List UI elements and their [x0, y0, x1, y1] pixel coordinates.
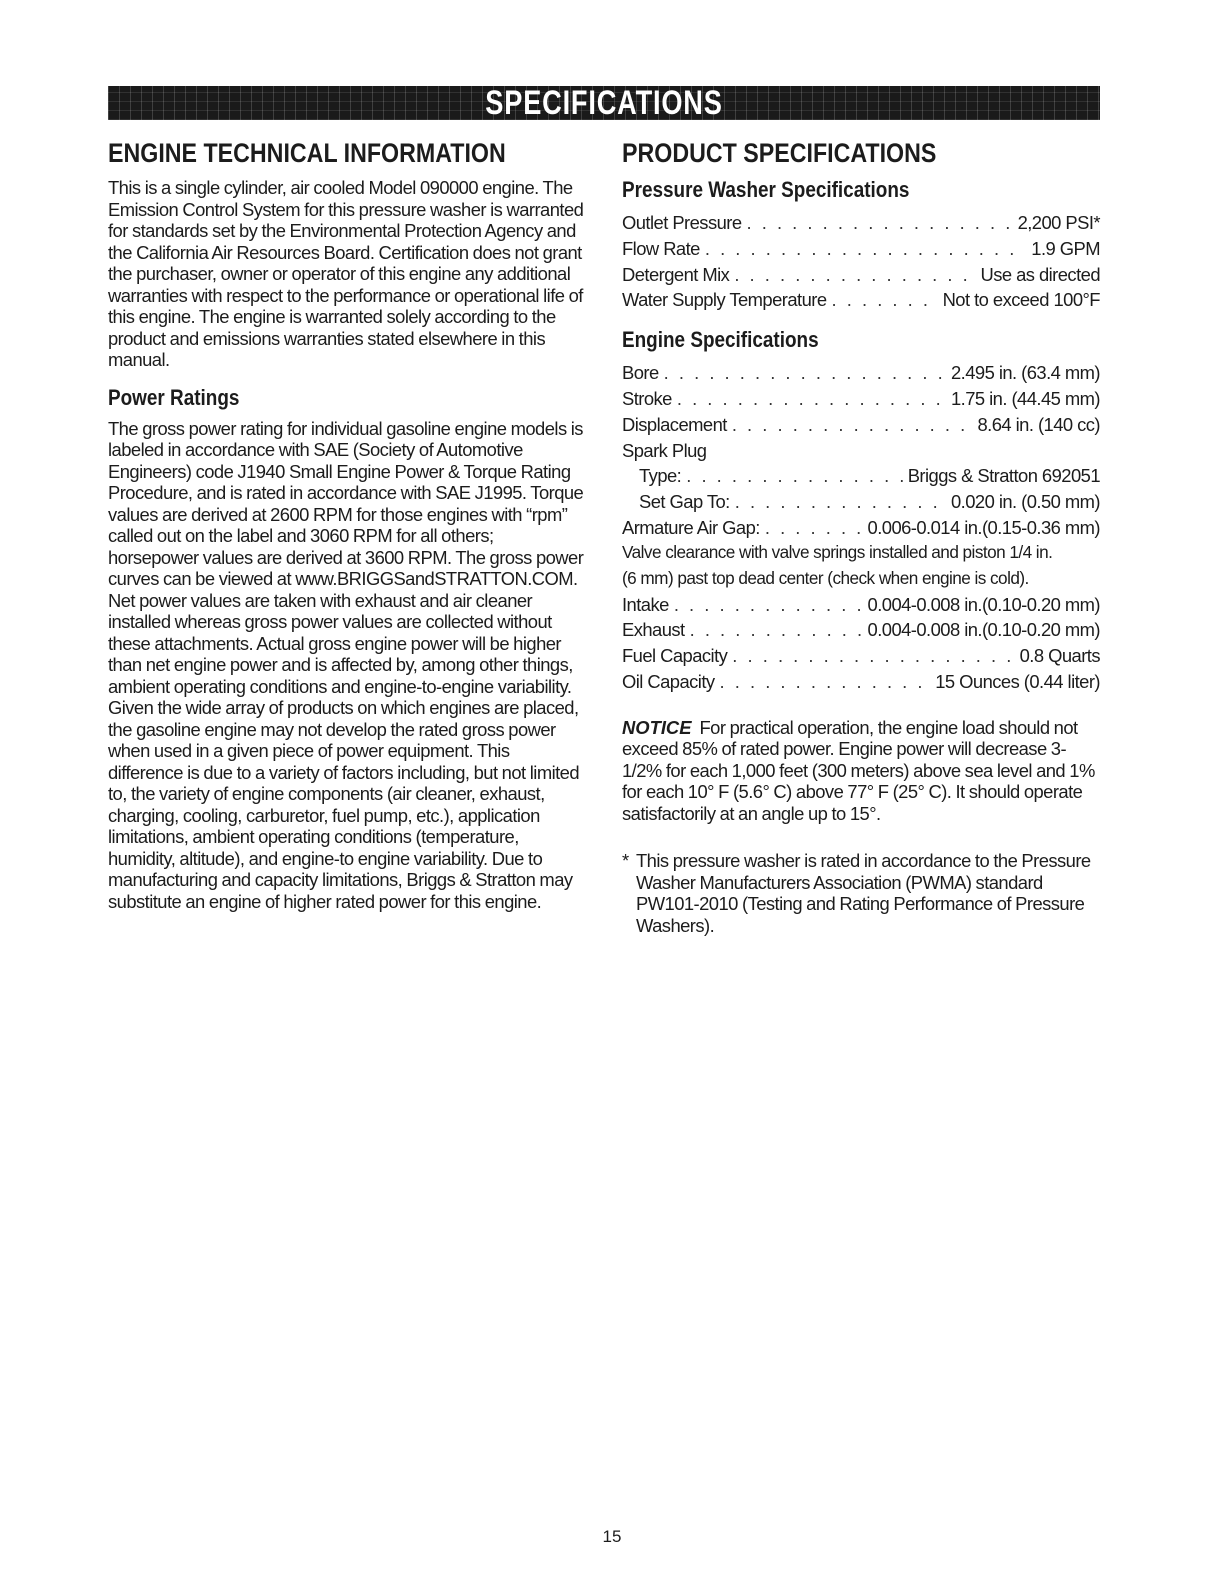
spec-row-displacement	[622, 412, 1100, 438]
dot-leader	[747, 210, 1013, 236]
dot-leader	[677, 386, 946, 412]
footnote-marker: *	[622, 850, 630, 872]
product-specifications-heading: PRODUCT SPECIFICATIONS	[622, 138, 937, 168]
spec-label: Intake	[622, 593, 669, 615]
pressure-washer-spec-list	[622, 210, 1100, 313]
spec-value: 1.75 in. (44.45 mm)	[950, 388, 1100, 410]
spec-label: Stroke	[622, 388, 672, 410]
power-ratings-heading: Power Ratings	[108, 384, 240, 410]
spec-label: Armature Air Gap:	[622, 516, 760, 538]
spec-label: Flow Rate	[622, 238, 700, 260]
spec-row-outlet-pressure	[622, 210, 1100, 236]
spec-value: 2,200 PSI*	[1017, 212, 1100, 234]
spec-label: Detergent Mix	[622, 263, 730, 285]
spec-value: 2.495 in. (63.4 mm)	[950, 362, 1100, 384]
dot-leader	[686, 463, 902, 489]
spec-label: Outlet Pressure	[622, 212, 742, 234]
right-column	[622, 138, 1100, 936]
dot-leader	[720, 669, 931, 695]
banner-title: SPECIFICATIONS	[485, 84, 723, 122]
footnote-text: This pressure washer is rated in accordance to the Pressure Washer Manufacturers Association (PWMA) standard PW101-2010 (Testing and Rating Performance of Pressure Washers).	[636, 850, 1091, 936]
spec-row-water-supply-temperature	[622, 287, 1100, 313]
spec-value: 0.006-0.014 in.(0.15-0.36 mm)	[867, 516, 1100, 538]
engine-spec-list	[622, 360, 1100, 694]
engine-technical-information-paragraph: This is a single cylinder, air cooled Model 090000 engine. The Emission Control System for this pressure washer is warranted for standards set by the Environmental Protection Agency and the California Air Resources Board. Certification does not grant the purchaser, owner or operator of this engine any additional warranties with respect to the performance or operational life of this engine. The engine is warranted solely according to the product and emissions warranties stated elsewhere in this manual.	[108, 177, 584, 371]
valve-clearance-note-line-1: Valve clearance with valve springs installed and piston 1/4 in.	[622, 542, 1053, 563]
specifications-banner	[108, 86, 1100, 120]
spec-label: Oil Capacity	[622, 670, 715, 692]
pressure-washer-specifications-heading: Pressure Washer Specifications	[622, 177, 910, 203]
left-column	[108, 138, 586, 912]
spec-value: 0.8 Quarts	[1019, 645, 1100, 667]
spec-label: Bore	[622, 362, 659, 384]
spec-value: Not to exceed 100°F	[942, 289, 1100, 311]
spec-row-spark-plug-gap	[622, 489, 1100, 515]
dot-leader	[664, 360, 946, 386]
dot-leader	[735, 489, 946, 515]
spec-row-flow-rate	[622, 236, 1100, 262]
spec-value: 0.020 in. (0.50 mm)	[950, 490, 1100, 512]
spec-row-detergent-mix	[622, 262, 1100, 288]
spec-label: Fuel Capacity	[622, 645, 728, 667]
page-number: 15	[602, 1527, 622, 1546]
dot-leader	[732, 412, 973, 438]
spec-value: 0.004-0.008 in.(0.10-0.20 mm)	[867, 619, 1100, 641]
spec-row-intake	[622, 592, 1100, 618]
spec-row-armature-air-gap	[622, 515, 1100, 541]
dot-leader	[765, 515, 863, 541]
dot-leader	[732, 643, 1014, 669]
power-ratings-paragraph: The gross power rating for individual gasoline engine models is labeled in accordance with SAE (Society of Automotive Engineers) code J1940 Small Engine Power & Torque Rating Procedure, and is rated in accordance with SAE J1995. Torque values are derived at 2600 RPM for those engines with “rpm” called out on the label and 3060 RPM for all others; horsepower values are derived at 3600 RPM. The gross power curves can be viewed at www.BRIGGSandSTRATTON.COM. Net power values are taken with exhaust and air cleaner installed whereas gross power values are collected without these attachments. Actual gross engine power will be higher than net engine power and is affected by, among other things, ambient operating conditions and engine-to-engine variability. Given the wide array of products on which engines are placed, the gasoline engine may not develop the rated gross power when used in a given piece of power equipment. This difference is due to a variety of factors including, but not limited to, the variety of engine components (air cleaner, exhaust, charging, cooling, carburetor, fuel pump, etc.), application limitations, ambient operating conditions (temperature, humidity, altitude), and engine-to engine variability. Due to manufacturing and capacity limitations, Briggs & Stratton may substitute an engine of higher rated power for this engine.	[108, 417, 584, 912]
spark-plug-label: Spark Plug	[622, 439, 707, 461]
notice-paragraph	[622, 717, 1100, 825]
spec-value: 1.9 GPM	[1031, 238, 1100, 260]
spec-value: 8.64 in. (140 cc)	[977, 413, 1100, 435]
dot-leader	[690, 617, 863, 643]
spec-row-stroke	[622, 386, 1100, 412]
spec-value: 15 Ounces (0.44 liter)	[935, 670, 1100, 692]
spec-value: Briggs & Stratton 692051	[907, 465, 1100, 487]
engine-technical-information-heading: ENGINE TECHNICAL INFORMATION	[108, 138, 506, 168]
spec-label: Displacement	[622, 413, 727, 435]
spec-label: Water Supply Temperature	[622, 289, 827, 311]
spec-row-oil-capacity	[622, 669, 1100, 695]
dot-leader	[674, 592, 863, 618]
footnote	[622, 850, 1100, 936]
spec-label: Type:	[639, 465, 682, 487]
spec-row-spark-plug-type	[622, 463, 1100, 489]
dot-leader	[734, 262, 975, 288]
spec-row-bore	[622, 360, 1100, 386]
notice-label: NOTICE	[622, 716, 692, 738]
dot-leader	[705, 236, 1026, 262]
dot-leader	[832, 287, 938, 313]
spec-row-fuel-capacity	[622, 643, 1100, 669]
spec-value: Use as directed	[980, 263, 1100, 285]
notice-text: For practical operation, the engine load should not exceed 85% of rated power. Engine power will decrease 3-1/2% for each 1,000 feet (300 meters) above sea level and 1% for each 10° F (5.6° C) above 77° F (25° C). It should operate satisfactorily at an angle up to 15°.	[622, 716, 1095, 824]
spec-label: Set Gap To:	[639, 490, 730, 512]
spec-row-exhaust	[622, 617, 1100, 643]
valve-clearance-note-line-2: (6 mm) past top dead center (check when engine is cold).	[622, 568, 1029, 589]
spec-label: Exhaust	[622, 619, 685, 641]
spec-value: 0.004-0.008 in.(0.10-0.20 mm)	[867, 593, 1100, 615]
engine-specifications-heading: Engine Specifications	[622, 327, 819, 353]
